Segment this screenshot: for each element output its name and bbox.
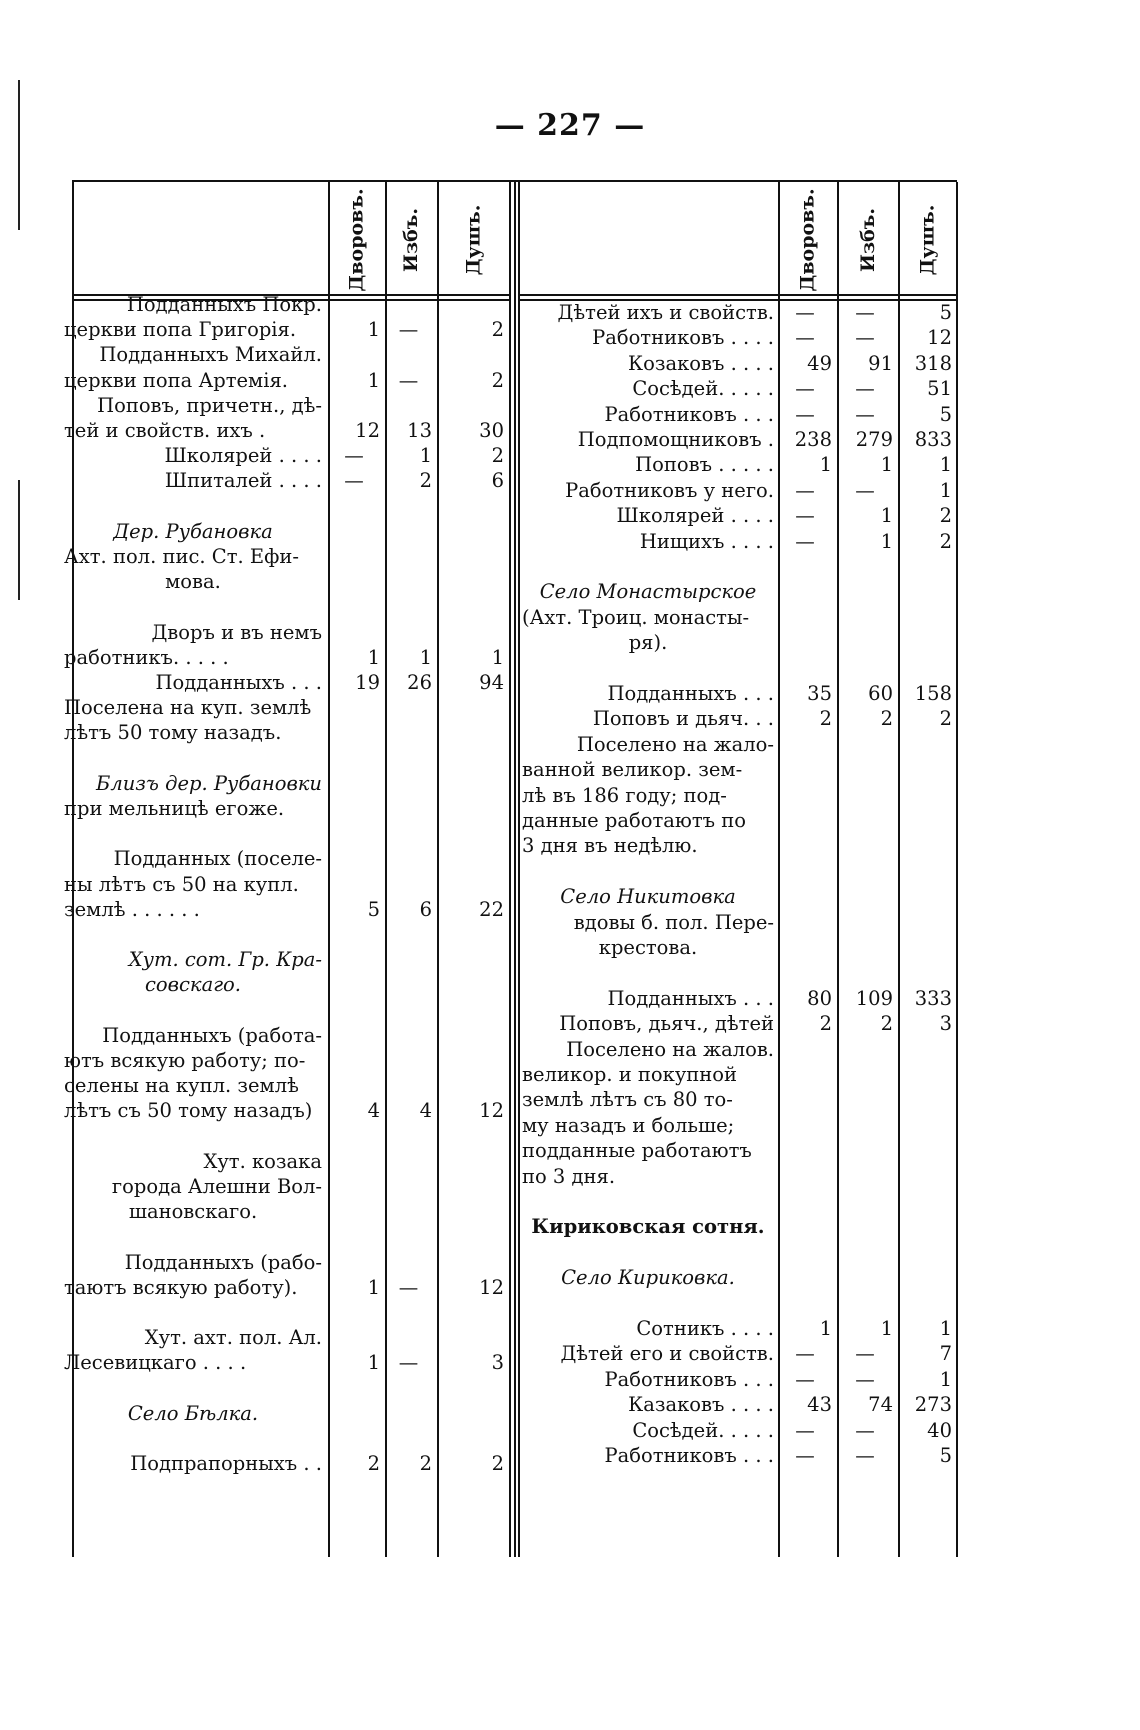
left-row-label: мова. bbox=[165, 570, 221, 594]
left-row-label: Подданныхъ (работа- bbox=[102, 1023, 322, 1047]
right-row-izb: — bbox=[855, 402, 875, 426]
right-row-label: Поповъ . . . . . bbox=[635, 453, 774, 477]
left-row-izb: 1 bbox=[419, 645, 432, 669]
right-row bbox=[72, 1164, 957, 1189]
left-row-izb: 13 bbox=[407, 419, 432, 442]
right-row-label: вдовы б. пол. Пере- bbox=[573, 910, 774, 934]
left-row-dush: 2 bbox=[491, 318, 504, 342]
right-row-label: Село Монастырское bbox=[539, 580, 757, 604]
left-row-label: Поповъ, причетн., дѣ- bbox=[97, 393, 322, 417]
right-row bbox=[72, 833, 957, 858]
left-row-label: при мельницѣ егоже. bbox=[64, 797, 285, 820]
right-row bbox=[72, 656, 957, 681]
left-row-dush: 6 bbox=[491, 469, 504, 493]
right-row bbox=[72, 1113, 957, 1138]
header-dush-right: Душъ. bbox=[916, 204, 939, 276]
right-row-label: Работниковъ . . . . bbox=[592, 326, 774, 350]
left-row-dvorov: 4 bbox=[367, 1099, 380, 1123]
right-row-label: Сотникъ . . . . bbox=[636, 1317, 774, 1340]
left-row-dvorov: 19 bbox=[355, 671, 380, 694]
left-row-label: Школярей . . . . bbox=[164, 444, 322, 468]
right-row-label: данные работаютъ по bbox=[522, 809, 746, 832]
right-row-izb: 2 bbox=[880, 1012, 893, 1036]
left-row-label: церкви попа Григорія. bbox=[64, 318, 297, 342]
right-row-label: Подданныхъ . . . bbox=[607, 682, 774, 705]
right-row-label: по 3 дня. bbox=[522, 1164, 616, 1188]
left-row-label: ютъ всякую работу; по- bbox=[64, 1049, 306, 1072]
left-row-dvorov: 12 bbox=[355, 419, 380, 442]
right-row-label: Дѣтей его и свойств. bbox=[560, 1342, 774, 1366]
right-row bbox=[72, 554, 957, 579]
right-row-izb: 74 bbox=[868, 1393, 893, 1417]
right-row-izb: 91 bbox=[868, 351, 893, 375]
right-row-dush: 5 bbox=[939, 301, 952, 324]
right-row-dush: 158 bbox=[914, 682, 952, 705]
right-row bbox=[72, 1367, 957, 1392]
right-row-label: Поповъ и дьяч. . . bbox=[592, 707, 774, 731]
left-row-dush: 94 bbox=[479, 671, 504, 694]
left-row-label: Хут. сот. Гр. Кра- bbox=[128, 948, 322, 972]
right-row-izb: 279 bbox=[855, 428, 893, 451]
left-row-label: Лесевицкаго . . . . bbox=[64, 1351, 247, 1375]
left-row-dvorov: 1 bbox=[367, 1275, 380, 1299]
right-row-label: лѣ въ 186 году; под- bbox=[522, 783, 727, 807]
left-row-label: шановскаго. bbox=[128, 1200, 258, 1224]
left-row-dush: 3 bbox=[491, 1351, 504, 1375]
right-row-label: Работниковъ . . . bbox=[604, 402, 774, 426]
left-row-dvorov: 1 bbox=[367, 368, 380, 392]
right-row-dush: 5 bbox=[939, 1444, 952, 1467]
right-row-label: ря). bbox=[628, 631, 668, 655]
right-row-izb: 1 bbox=[880, 453, 893, 477]
right-row bbox=[72, 325, 957, 350]
left-row-label: Подданныхъ Михайл. bbox=[99, 343, 322, 367]
left-margin-mark bbox=[18, 80, 20, 230]
left-row-label: Подданныхъ (рабо- bbox=[124, 1250, 322, 1274]
right-row-dvorov: 1 bbox=[819, 453, 832, 477]
right-row-dvorov: — bbox=[795, 529, 815, 553]
right-row-label: крестова. bbox=[598, 936, 698, 959]
right-row bbox=[72, 1138, 957, 1163]
right-row-dvorov: 238 bbox=[794, 428, 832, 451]
right-row-label: му назадъ и больше; bbox=[522, 1113, 735, 1137]
right-row bbox=[72, 1240, 957, 1265]
left-row-label: селены на купл. землѣ bbox=[64, 1074, 299, 1098]
right-row-izb: — bbox=[855, 1367, 875, 1391]
left-row-dush: 2 bbox=[491, 368, 504, 392]
header-izb-right: Избъ. bbox=[856, 208, 879, 272]
right-row-label: ванной великор. зем- bbox=[522, 758, 743, 782]
right-row bbox=[72, 300, 957, 325]
left-row-label: Село Бѣлка. bbox=[127, 1401, 259, 1425]
right-row bbox=[72, 681, 957, 706]
right-row-izb: 1 bbox=[880, 529, 893, 553]
left-margin-mark-2 bbox=[18, 480, 20, 600]
left-row-label: Подданныхъ . . . bbox=[155, 671, 322, 694]
header-dush-left: Душъ. bbox=[461, 204, 484, 276]
left-row-dvorov: — bbox=[344, 444, 364, 468]
right-row-dvorov: — bbox=[795, 301, 815, 324]
right-row-izb: — bbox=[855, 377, 875, 401]
left-row-dush: 12 bbox=[479, 1275, 504, 1299]
right-row-izb: — bbox=[855, 301, 875, 324]
right-row bbox=[72, 1392, 957, 1417]
right-row-dvorov: 2 bbox=[819, 707, 832, 731]
right-row-dush: 273 bbox=[914, 1393, 952, 1417]
right-row bbox=[72, 351, 957, 376]
right-row-dush: 51 bbox=[927, 377, 952, 401]
right-row-label: 3 дня въ недѣлю. bbox=[522, 834, 698, 858]
right-row-izb: 2 bbox=[880, 707, 893, 731]
header-izb-left: Избъ. bbox=[400, 208, 423, 272]
right-row bbox=[72, 503, 957, 528]
right-row-label: Дѣтей ихъ и свойств. bbox=[557, 301, 774, 324]
left-row-dush: 1 bbox=[491, 645, 504, 669]
right-row-dvorov: 80 bbox=[807, 986, 832, 1010]
right-row bbox=[72, 630, 957, 655]
left-row-label: церкви попа Артемія. bbox=[64, 368, 288, 392]
right-row-dush: 318 bbox=[914, 351, 952, 375]
right-row bbox=[72, 808, 957, 833]
left-row-izb: 26 bbox=[407, 671, 432, 694]
left-row-label: Хут. козака bbox=[203, 1149, 322, 1173]
right-row-label: Козаковъ . . . . bbox=[628, 351, 774, 375]
right-row-label: Школярей . . . . bbox=[616, 504, 774, 528]
right-row-label: Подданныхъ . . . bbox=[607, 986, 774, 1010]
right-row bbox=[72, 1316, 957, 1341]
right-row-dush: 7 bbox=[939, 1342, 952, 1366]
left-row-label: совскаго. bbox=[145, 973, 241, 997]
right-row bbox=[72, 884, 957, 909]
left-row-izb: — bbox=[398, 1351, 419, 1375]
left-row-izb: 2 bbox=[419, 469, 432, 493]
right-row bbox=[72, 986, 957, 1011]
left-row-dush: 2 bbox=[491, 444, 504, 468]
right-row-dvorov: — bbox=[795, 1342, 815, 1366]
right-row-dush: 1 bbox=[939, 478, 952, 502]
right-row-izb: — bbox=[855, 478, 875, 502]
left-row-izb: — bbox=[398, 318, 419, 342]
right-row-label: Поповъ, дьяч., дѣтей bbox=[559, 1012, 774, 1036]
right-row-izb: — bbox=[855, 1444, 875, 1467]
left-row-label: ны лѣтъ съ 50 на купл. bbox=[64, 872, 299, 896]
right-row bbox=[72, 1189, 957, 1214]
right-row bbox=[72, 1037, 957, 1062]
right-row-dush: 3 bbox=[939, 1012, 952, 1036]
right-row-label: Село Никитовка bbox=[560, 885, 736, 909]
left-row-label: Дер. Рубановка bbox=[113, 519, 273, 543]
left-row-label: Дворъ и въ немъ bbox=[151, 620, 322, 644]
right-row-label: Работниковъ . . . bbox=[604, 1444, 774, 1467]
right-row bbox=[72, 1418, 957, 1443]
right-row bbox=[72, 579, 957, 604]
right-row-izb: 1 bbox=[880, 504, 893, 528]
right-row-dush: 833 bbox=[914, 428, 952, 451]
left-row-label: Подданных (поселе- bbox=[113, 847, 322, 871]
right-row-dvorov: — bbox=[795, 326, 815, 350]
page-number: — 227 — bbox=[494, 108, 646, 143]
right-row-label: Поселено на жалов. bbox=[566, 1037, 774, 1061]
right-row bbox=[72, 605, 957, 630]
left-row-label: города Алешни Вол- bbox=[111, 1175, 322, 1198]
left-row-dush: 2 bbox=[491, 1452, 504, 1476]
right-row-dvorov: 35 bbox=[807, 682, 832, 705]
left-row-izb: — bbox=[398, 1275, 419, 1299]
left-row-label: Хут. ахт. пол. Ал. bbox=[144, 1326, 322, 1350]
right-row bbox=[72, 529, 957, 554]
left-row-label: лѣтъ съ 50 тому назадъ) bbox=[64, 1099, 313, 1123]
right-row-label: великор. и покупной bbox=[522, 1063, 738, 1086]
right-row-dvorov: 43 bbox=[807, 1393, 832, 1417]
right-row bbox=[72, 706, 957, 731]
left-row-label: таютъ всякую работу). bbox=[64, 1275, 298, 1299]
right-row bbox=[72, 478, 957, 503]
right-row-label: землѣ лѣтъ съ 80 то- bbox=[522, 1088, 733, 1112]
right-row-dvorov: — bbox=[795, 377, 815, 401]
right-row bbox=[72, 427, 957, 452]
left-row-izb: 1 bbox=[419, 444, 432, 468]
right-row bbox=[72, 859, 957, 884]
right-row bbox=[72, 910, 957, 935]
left-row-label: Подпрапорныхъ . . bbox=[130, 1452, 322, 1476]
right-row-dush: 2 bbox=[939, 504, 952, 528]
left-row-label: Поселена на куп. землѣ bbox=[64, 696, 312, 720]
right-row-label: Сосѣдей. . . . . bbox=[632, 377, 774, 401]
left-row-izb: — bbox=[398, 368, 419, 392]
left-row-label: Шпиталей . . . . bbox=[164, 469, 322, 493]
right-row-label: Подпомощниковъ . bbox=[577, 428, 774, 451]
right-row-izb: 109 bbox=[855, 986, 893, 1010]
right-row-izb: 1 bbox=[880, 1317, 893, 1340]
right-row bbox=[72, 402, 957, 427]
left-row-dvorov: — bbox=[344, 469, 364, 493]
left-row-dvorov: 1 bbox=[367, 1351, 380, 1375]
right-row bbox=[72, 783, 957, 808]
left-row-dvorov: 1 bbox=[367, 645, 380, 669]
right-row-dvorov: — bbox=[795, 402, 815, 426]
left-row-label: землѣ . . . . . . bbox=[64, 897, 200, 921]
left-row-label: Подданныхъ Покр. bbox=[126, 293, 322, 316]
statistics-table bbox=[64, 180, 957, 1557]
left-row-dush: 22 bbox=[479, 897, 504, 921]
left-row-dvorov: 1 bbox=[367, 318, 380, 342]
right-row bbox=[72, 757, 957, 782]
right-row bbox=[72, 1214, 957, 1239]
right-row-dvorov: — bbox=[795, 1444, 815, 1467]
left-row-dush: 30 bbox=[479, 419, 504, 442]
left-row-dvorov: 5 bbox=[367, 897, 380, 921]
right-row bbox=[72, 376, 957, 401]
right-row-dvorov: — bbox=[795, 504, 815, 528]
right-row-izb: — bbox=[855, 1342, 875, 1366]
right-row-dush: 1 bbox=[939, 1317, 952, 1340]
right-row-dvorov: 49 bbox=[807, 351, 832, 375]
right-row-label: подданные работаютъ bbox=[522, 1139, 752, 1163]
right-row-dush: 12 bbox=[927, 326, 952, 350]
header-dvorov-right: Дворовъ. bbox=[796, 188, 819, 292]
left-row-label: работникъ. . . . . bbox=[64, 645, 229, 669]
right-row-dush: 333 bbox=[914, 986, 952, 1010]
left-row-izb: 6 bbox=[419, 897, 432, 921]
right-row bbox=[72, 935, 957, 960]
right-row-label: Нищихъ . . . . bbox=[639, 529, 774, 553]
left-row-label: Ахт. пол. пис. Ст. Ефи- bbox=[64, 545, 299, 568]
left-row-label: Близъ дер. Рубановки bbox=[95, 771, 322, 795]
left-row-izb: 2 bbox=[419, 1452, 432, 1476]
right-row bbox=[72, 1011, 957, 1036]
right-row-label: Поселено на жало- bbox=[576, 732, 774, 756]
left-row-label: тей и свойств. ихъ . bbox=[64, 419, 266, 442]
right-row bbox=[72, 960, 957, 985]
right-row-dvorov: — bbox=[795, 1418, 815, 1442]
left-row-dush: 12 bbox=[479, 1099, 504, 1123]
right-row-label: Работниковъ . . . bbox=[604, 1367, 774, 1391]
right-row-label: Кириковская сотня. bbox=[531, 1215, 765, 1239]
header-dvorov-left: Дворовъ. bbox=[345, 188, 368, 292]
right-row-label: Работниковъ у него. bbox=[565, 478, 774, 502]
right-row-dush: 2 bbox=[939, 529, 952, 553]
right-row-izb: 60 bbox=[868, 682, 893, 705]
right-row-dvorov: 2 bbox=[819, 1012, 832, 1036]
right-row-dush: 2 bbox=[939, 707, 952, 731]
right-row-dush: 40 bbox=[927, 1418, 952, 1442]
right-row-label: Село Кириковка. bbox=[561, 1266, 735, 1290]
right-row-dvorov: — bbox=[795, 478, 815, 502]
right-row-label: (Ахт. Троиц. монасты- bbox=[522, 605, 750, 629]
right-row-label: Сосѣдей. . . . . bbox=[632, 1418, 774, 1442]
right-row bbox=[72, 732, 957, 757]
right-row bbox=[72, 452, 957, 477]
right-row bbox=[72, 1265, 957, 1290]
right-row-dush: 5 bbox=[939, 402, 952, 426]
right-row-dvorov: — bbox=[795, 1367, 815, 1391]
right-row-dush: 1 bbox=[939, 453, 952, 477]
right-row-izb: — bbox=[855, 1418, 875, 1442]
right-row-izb: — bbox=[855, 326, 875, 350]
left-row-dvorov: 2 bbox=[367, 1452, 380, 1476]
left-row-label: лѣтъ 50 тому назадъ. bbox=[64, 721, 282, 745]
right-row-dvorov: 1 bbox=[819, 1317, 832, 1340]
right-row-label: Казаковъ . . . . bbox=[628, 1393, 774, 1417]
right-row bbox=[72, 1087, 957, 1112]
right-row bbox=[72, 1341, 957, 1366]
right-row-dush: 1 bbox=[939, 1367, 952, 1391]
left-row-izb: 4 bbox=[419, 1099, 432, 1123]
right-row bbox=[72, 1443, 957, 1468]
right-row bbox=[72, 1062, 957, 1087]
right-row bbox=[72, 1291, 957, 1316]
